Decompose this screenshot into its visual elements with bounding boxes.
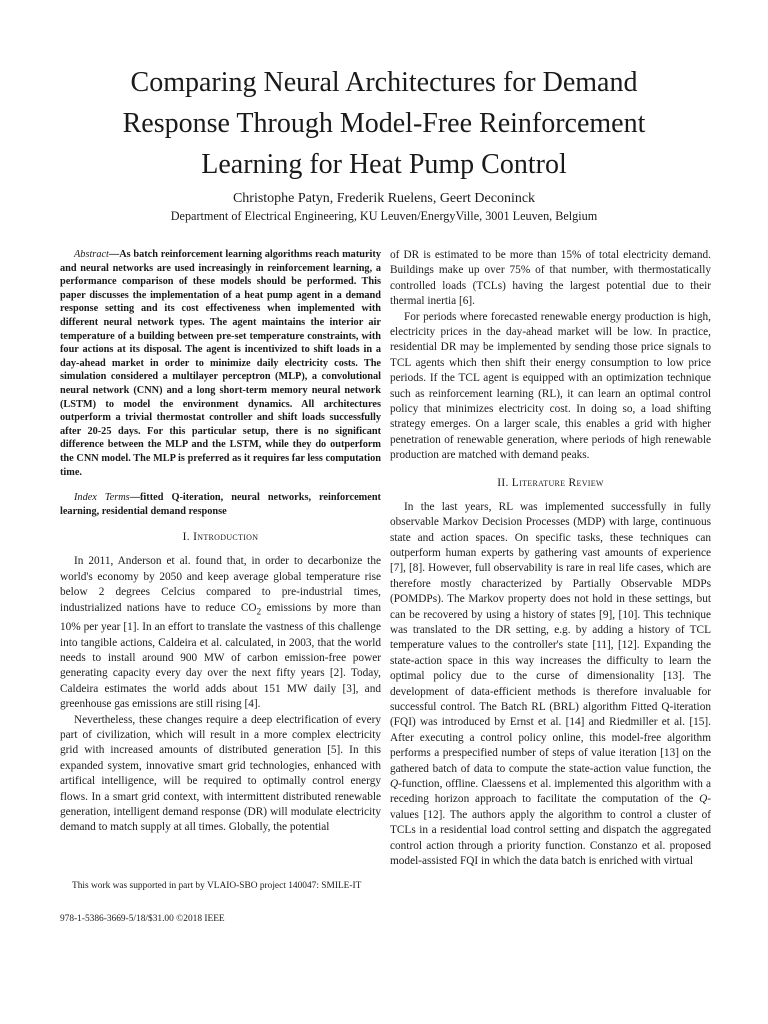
intro-paragraph-2: Nevertheless, these changes require a deep electrification of every part of civilization, which will result in a more complex electricity grid with increased amounts of distributed generation [5]. In this expanded system, innovative smart grid technologies, enhanced with artifical intelligence, will be required to optimally control energy flows. In a smart grid context, with intermittent distributed renewable generation, intelligent demand response (DR) will modulate electricity demand to match supply at all times. Globally, the potential [60, 713, 381, 834]
intro-p1-text-a: In 2011, Anderson et al. found that, in order to decarbonize the world's economy by 2050 and keep average global temperature rise below 2 degrees Celcius compared to pre-industrial times, industrialized nations have to reduce CO [60, 555, 381, 614]
left-column [60, 248, 381, 836]
title-line: Response Through Model-Free Reinforcement [122, 108, 646, 139]
section-heading-literature-review: II. Literature Review [497, 476, 604, 489]
title-line: Learning for Heat Pump Control [201, 149, 567, 180]
title-line: Comparing Neural Architectures for Demand [130, 67, 638, 98]
funding-note: This work was supported in part by VLAIO-SBO project 140047: SMILE-IT [72, 881, 362, 891]
literature-paragraph-1 [390, 500, 711, 870]
intro-paragraph-1 [60, 554, 381, 712]
abstract-lead: Abstract [74, 249, 109, 260]
lit-text-c: -values [12]. The authors apply the algorithm to control a cluster of TCLs in a residential load control setting and dispatch the aggregated control action through a priority function. Constanzo et al. proposed model-assisted FQI in which the data batch is enriched with virtual [390, 793, 711, 868]
lit-text-a: In the last years, RL was implemented successfully in fully observable Markov Decision Processes (MDP) with large, continuous state and action spaces. On specific tasks, these techniques can outperform human experts by gathering vast amounts of experience [7], [8]. However, full observability is rare in real life cases, which are therefore mostly characterized by Partially Observable MDPs (POMDPs). The Markov property does not hold in these settings, but can be recovered by using a history of states [9], [10]. This technique was translated to the DR setting, e.g. by adding a history of TCL temperature values to the controller's state [11], [12]. Expanding the state-action space in this way increases the difficulty to learn the optimal policy due to the curse of dimensionality [13]. The development of data-efficient methods is therefore invaluable for successful control. The Batch RL (BRL) algorithm Fitted Q-iteration (FQI) was introduced by Ernst et al. [14] and Riedmiller et al. [15]. After executing a control policy online, this model-free algorithm performs a prespecified number of steps of value iteration [13] on the gathered batch of data to compute the state-action value function, the [390, 500, 711, 775]
q-symbol: Q [390, 778, 399, 790]
right-paragraph-2: For periods where forecasted renewable energy production is high, electricity prices in the day-ahead market will be low. In practice, residential DR may be implemented by sending those price signals to TCL agents which then shift their energy consumption to low price periods. If the TCL agent is equipped with an optimization technique such as reinforcement learning (RL), it can learn an optimal control policy that minimizes electricity cost. In doing so, a load shifting strategy emerges. On a larger scale, this enables a grid with higher penetration of renewable generation, where periods of high renewable production are matched with demand peaks. [390, 310, 711, 462]
abstract-text: —As batch reinforcement learning algorithms reach maturity and neural networks are used increasingly in reinforcement learning, a performance comparison of these models should be performed. This paper discusses the implementation of a heat pump agent in a demand response setting and its cost effectiveness when implemented with different neural network types. The agent maintains the interior air temperature of a building between pre-set temperature constraints, with four actions at its disposal. The agent is incentivized to shift loads in a day-ahead market in order to minimize daily electricity costs. The simulation considered a multilayer perceptron (MLP), a convolutional neural network (CNN) and a long short-term memory neural network (LSTM) to model the environment dynamics. All architectures outperform a trivial thermostat controller and shift loads successfully after 20-25 days. For this particular setup, there is no significant difference between the MLP and the LSTM, while they do outperform the CNN model. The MLP is preferred as it requires far less computation time. [60, 249, 381, 478]
right-paragraph-1: of DR is estimated to be more than 15% of total electricity demand. Buildings make up over 75% of that number, with thermostatically controlled loads (TCLs) having the largest potential due to their thermal inertia [6]. [390, 249, 711, 308]
q-symbol: Q [699, 793, 708, 806]
lit-text-b: -function, offline. Claessens et al. implemented this algorithm with a receding horizon approach to facilitate the computation of the [390, 778, 711, 806]
paper-title [40, 62, 728, 185]
right-column [390, 248, 711, 869]
intro-p1-text-b: emissions by more than 10% per year [1]. In an effort to translate the vastness of this challenge into tangible actions, Caldeira et al. calculated, in 2003, that the world needs to install around 900 MW of carbon emission-free power generating capacity every day over the next fifty years [2]. Today, Caldeira estimates the world adds about 151 MW daily [3], and greenhouse gas emissions are still rising [4]. [60, 601, 381, 711]
section-heading-introduction: I. Introduction [182, 531, 259, 544]
copyright-line: 978-1-5386-3669-5/18/$31.00 ©2018 IEEE [60, 914, 225, 924]
index-terms-text: —fitted Q-iteration, neural networks, reinforcement learning, residential demand response [60, 492, 381, 517]
index-terms [60, 491, 381, 518]
affiliation: Department of Electrical Engineering, KU Leuven/EnergyVille, 3001 Leuven, Belgium [170, 209, 598, 223]
abstract [60, 248, 381, 479]
index-terms-lead: Index Terms [74, 492, 130, 504]
footnote [60, 880, 381, 893]
author-list: Christophe Patyn, Frederik Ruelens, Geert Deconinck [232, 191, 536, 206]
co2-subscript: 2 [256, 606, 262, 617]
